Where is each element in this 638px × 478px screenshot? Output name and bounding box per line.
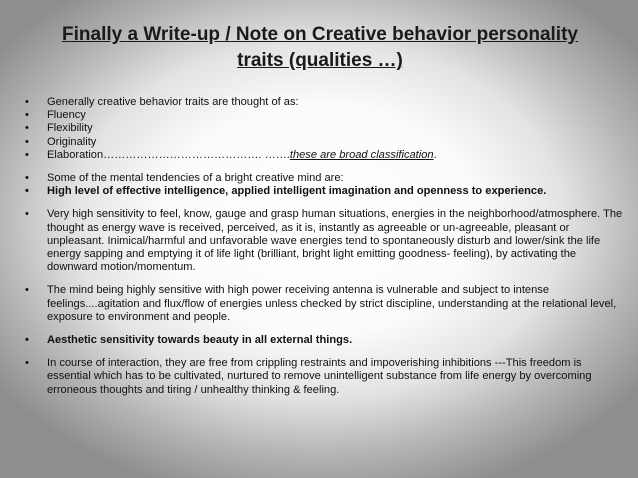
list-item — [25, 357, 625, 397]
item-tail: . — [433, 148, 437, 161]
bullet-marker: • — [25, 357, 29, 370]
list-item — [25, 334, 625, 347]
slide-title: Finally a Write-up / Note on Creative behavior personality traits (qualities …) — [62, 24, 578, 71]
item-text: Generally creative behavior traits are thought of as: — [47, 96, 299, 108]
item-text: Some of the mental tendencies of a bright creative mind are: — [47, 172, 344, 185]
list-item — [25, 208, 625, 274]
bullet-marker: • — [25, 284, 29, 297]
item-text: Elaboration……………………………………. ……. — [47, 148, 290, 161]
list-item — [25, 149, 625, 162]
item-text: Originality — [47, 135, 97, 148]
bullet-marker: • — [25, 135, 29, 148]
bullet-marker: • — [25, 185, 29, 198]
list-item — [25, 109, 625, 122]
item-text: High level of effective intelligence, applied intelligent imagination and openness to experience. — [47, 185, 547, 198]
item-text: Aesthetic sensitivity towards beauty in all external things. — [47, 334, 353, 347]
bullet-marker: • — [25, 334, 29, 347]
bullet-marker: • — [25, 172, 29, 185]
bullet-marker: • — [25, 109, 29, 122]
item-emphasis: these are broad classification — [289, 148, 434, 161]
item-text: In course of interaction, they are free from crippling restraints and impoverishing inhibitions ---This freedom is essential which has to be cultivated, nurtured to remove unintelligent substance from life energy by overcoming erroneous thoughts and tiring / unhealthy thinking & feeling. — [47, 357, 592, 396]
bullet-marker: • — [25, 96, 29, 108]
item-text: Flexibility — [47, 122, 93, 135]
list-item — [25, 96, 625, 109]
item-text: Fluency — [47, 109, 86, 122]
list-item — [25, 122, 625, 135]
bullet-marker: • — [25, 122, 29, 135]
list-item — [25, 185, 625, 198]
item-text: Very high sensitivity to feel, know, gauge and grasp human situations, energies in the neighborhood/atmosphere. The thought as energy wave is received, perceived, as it is, instantly as agreeable or un-agreeable, pleasant or unpleasant. Inimical/harmful and unfavorable wave energies tend to spontaneously disturb and lower/sink the life energy sapping and emptying it of life light (brilliant, bright light emitting goodness- feeling), by activating the downward motion/momentum. — [47, 208, 623, 274]
list-item — [25, 136, 625, 149]
bullet-marker: • — [25, 208, 29, 221]
bullet-list — [25, 96, 625, 397]
list-item — [25, 284, 625, 324]
bullet-marker: • — [25, 148, 29, 161]
list-item — [25, 172, 625, 185]
item-text: The mind being highly sensitive with high power receiving antenna is vulnerable and subject to intense feelings....agitation and flux/flow of energies unless checked by strict discipline, understanding at the relational level, exposure to environment and people. — [47, 284, 617, 323]
